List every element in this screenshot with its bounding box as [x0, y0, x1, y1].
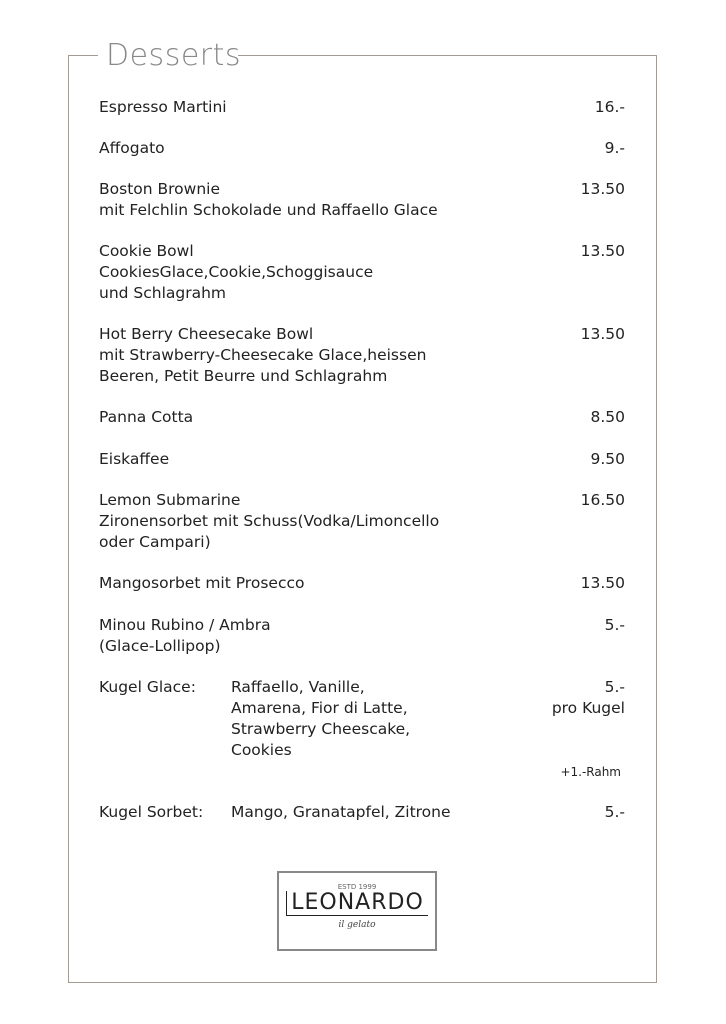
- item-price: 13.50: [580, 574, 625, 592]
- menu-item: [99, 449, 625, 470]
- item-price: 9.-: [604, 139, 625, 157]
- item-name: Cookie Bowl: [99, 242, 194, 260]
- item-name: Affogato: [99, 139, 165, 157]
- logo-tagline: il gelato: [338, 920, 376, 930]
- item-description: (Glace-Lollipop): [99, 637, 221, 655]
- item-price: 8.50: [590, 408, 625, 426]
- menu-item: [99, 241, 625, 304]
- menu-item: [99, 490, 625, 553]
- logo-name: LEONARDO: [286, 891, 428, 916]
- menu-item: [99, 615, 625, 657]
- item-description: mit Felchlin Schokolade und Raffaello Glace: [99, 201, 438, 219]
- menu-item: [99, 97, 625, 118]
- item-price: 5.-: [604, 616, 625, 634]
- page-title: Desserts: [106, 38, 242, 73]
- menu-item: [99, 138, 625, 159]
- item-description: mit Strawberry-Cheesecake Glace,heissen Beeren, Petit Beurre und Schlagrahm: [99, 346, 427, 385]
- kugel-glace-unit: pro Kugel: [551, 699, 625, 717]
- menu-item: [99, 179, 625, 221]
- item-price: 16.-: [594, 98, 625, 116]
- item-name: Hot Berry Cheesecake Bowl: [99, 325, 314, 343]
- logo-est: ESTD 1999: [337, 883, 377, 891]
- item-price: 13.50: [580, 242, 625, 260]
- item-price: 13.50: [580, 180, 625, 198]
- menu-item: [99, 324, 625, 387]
- item-price: 13.50: [580, 325, 625, 343]
- kugel-glace-price: 5.-: [604, 678, 625, 696]
- item-name: Minou Rubino / Ambra: [99, 616, 271, 634]
- frame-top-left: [68, 55, 98, 56]
- item-name: Panna Cotta: [99, 408, 194, 426]
- kugel-sorbet-label: Kugel Sorbet:: [99, 803, 204, 821]
- kugel-sorbet-flavors: Mango, Granatapfel, Zitrone: [231, 803, 451, 821]
- item-name: Boston Brownie: [99, 180, 220, 198]
- item-name: Lemon Submarine: [99, 491, 241, 509]
- menu-item: [99, 573, 625, 594]
- kugel-glace-flavors: Raffaello, Vanille, Amarena, Fior di Latte, Strawberry Cheescake, Cookies: [231, 678, 411, 759]
- item-name: Mangosorbet mit Prosecco: [99, 574, 305, 592]
- kugel-sorbet-price: 5.-: [604, 803, 625, 821]
- item-description: Zironensorbet mit Schuss(Vodka/Limoncello oder Campari): [99, 512, 440, 551]
- item-description: CookiesGlace,Cookie,Schoggisauce und Schlagrahm: [99, 263, 374, 302]
- frame-top-right: [238, 55, 656, 56]
- item-name: Espresso Martini: [99, 98, 227, 116]
- menu-item: [99, 407, 625, 428]
- item-name: Eiskaffee: [99, 450, 170, 468]
- item-price: 16.50: [580, 491, 625, 509]
- leonardo-logo: [277, 871, 437, 951]
- kugel-glace-extra: +1.-Rahm: [560, 765, 621, 779]
- item-price: 9.50: [590, 450, 625, 468]
- kugel-glace-label: Kugel Glace:: [99, 678, 196, 696]
